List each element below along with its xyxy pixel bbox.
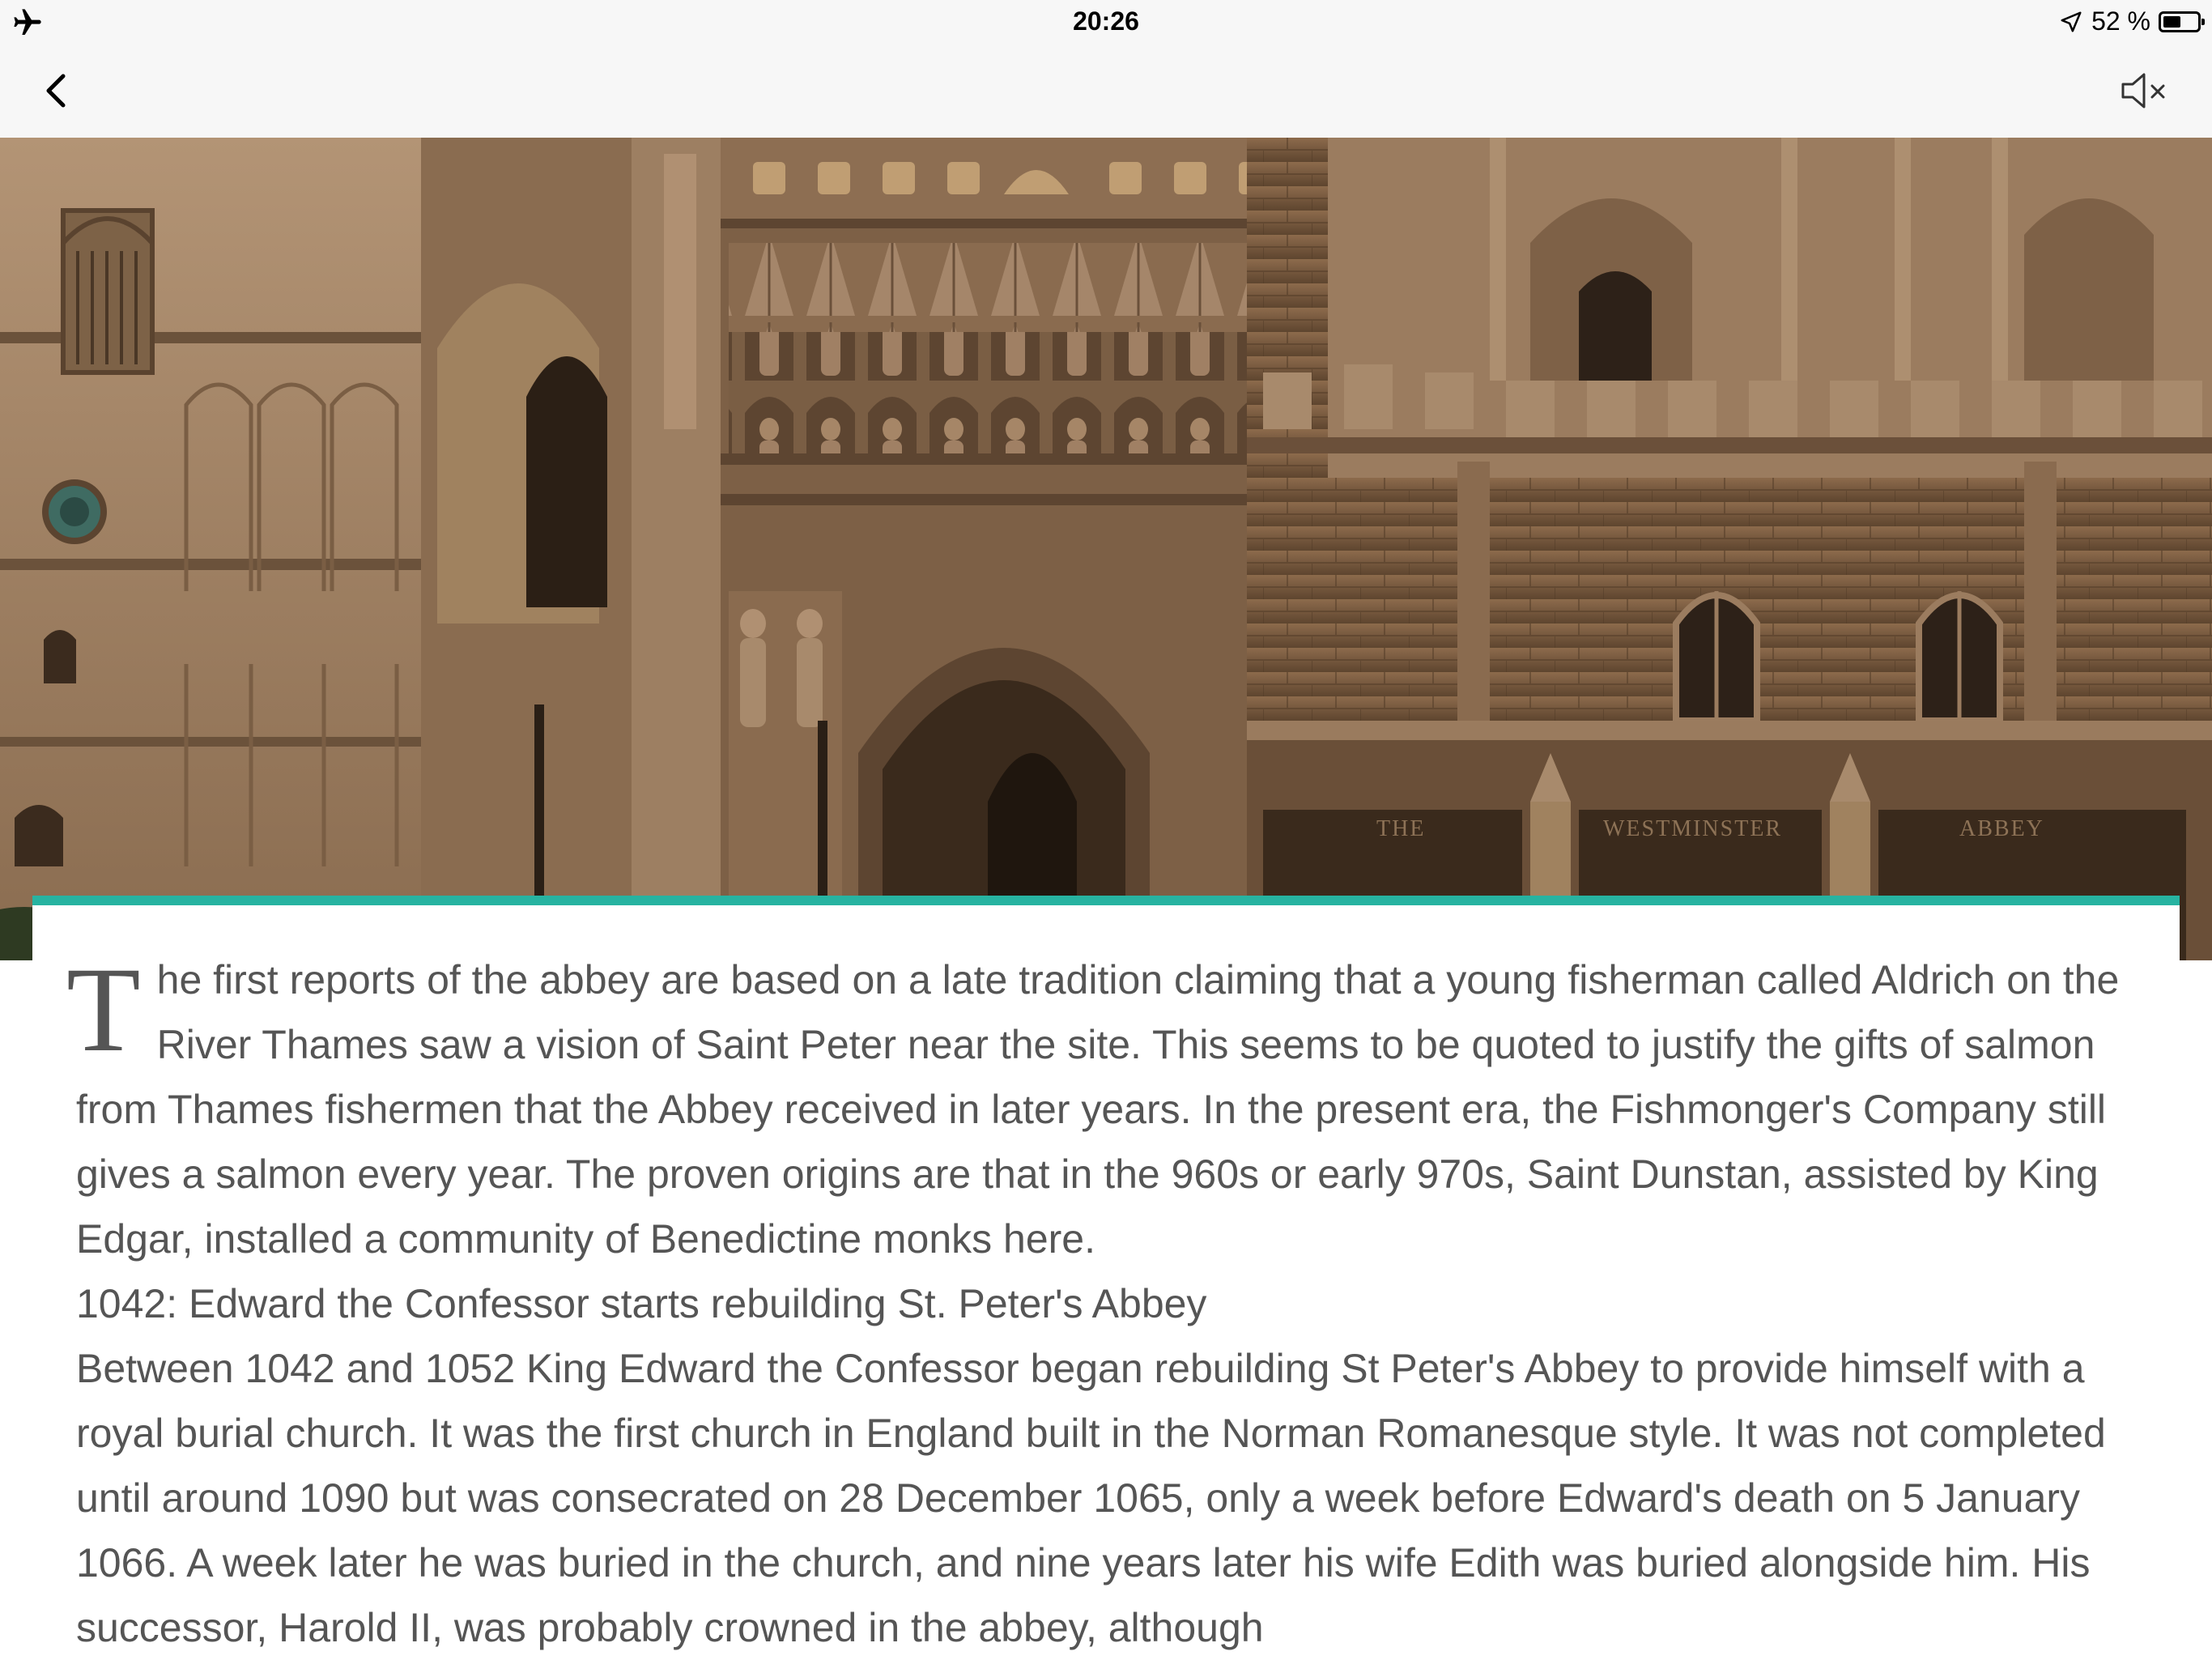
abbey-hero-image [0, 138, 2212, 960]
article-paragraph-intro-text: he first reports of the abbey are based on a late tradition claiming that a young fisherman called Aldrich on the River Thames saw a vision of Saint Peter near the site. This seems to be quoted to justify the gifts of salmon from Thames fishermen that the Abbey received in later years. In the present era, the Fishmonger's Company still gives a salmon every year. The proven origins are that in the 960s or early 970s, Saint Dunstan, assisted by King Edgar, installed a community of Benedictine monks here. [76, 957, 2120, 1262]
navigation-bar [0, 45, 2212, 138]
status-time: 20:26 [1073, 6, 1139, 36]
drop-cap: T [66, 943, 141, 1077]
sign-word-westminster: WESTMINSTER [1603, 816, 1783, 841]
status-right-group [2059, 6, 2201, 36]
speaker-muted-icon [2123, 74, 2163, 107]
article-body [66, 943, 2133, 1660]
article-paragraph-second: Between 1042 and 1052 King Edward the Confessor began rebuilding St Peter's Abbey to provide himself with a royal burial church. It was the first church in England built in the Norman Romanesque style. It was not completed until around 1090 but was consecrated on 28 December 1065, only a week before Edward's death on 5 January 1066. A week later he was buried in the church, and nine years later his wife Edith was buried alongside him. His successor, Harold II, was probably crowned in the abbey, although [76, 1346, 2106, 1650]
mute-button[interactable] [2116, 66, 2173, 115]
abbey-facade-illustration [0, 138, 2212, 960]
battery-icon [2159, 11, 2201, 32]
battery-fill [2163, 16, 2180, 28]
chevron-left-icon [49, 76, 63, 105]
back-button[interactable] [32, 66, 81, 115]
location-arrow-icon [2059, 10, 2083, 34]
article-heading: 1042: Edward the Confessor starts rebuilding St. Peter's Abbey [76, 1281, 1207, 1326]
status-bar [0, 0, 2212, 45]
battery-percent: 52 % [2091, 6, 2150, 36]
sign-word-abbey: ABBEY [1959, 816, 2044, 841]
sign-word-the: THE [1376, 816, 1426, 841]
article-paragraph-intro [66, 943, 2133, 1271]
